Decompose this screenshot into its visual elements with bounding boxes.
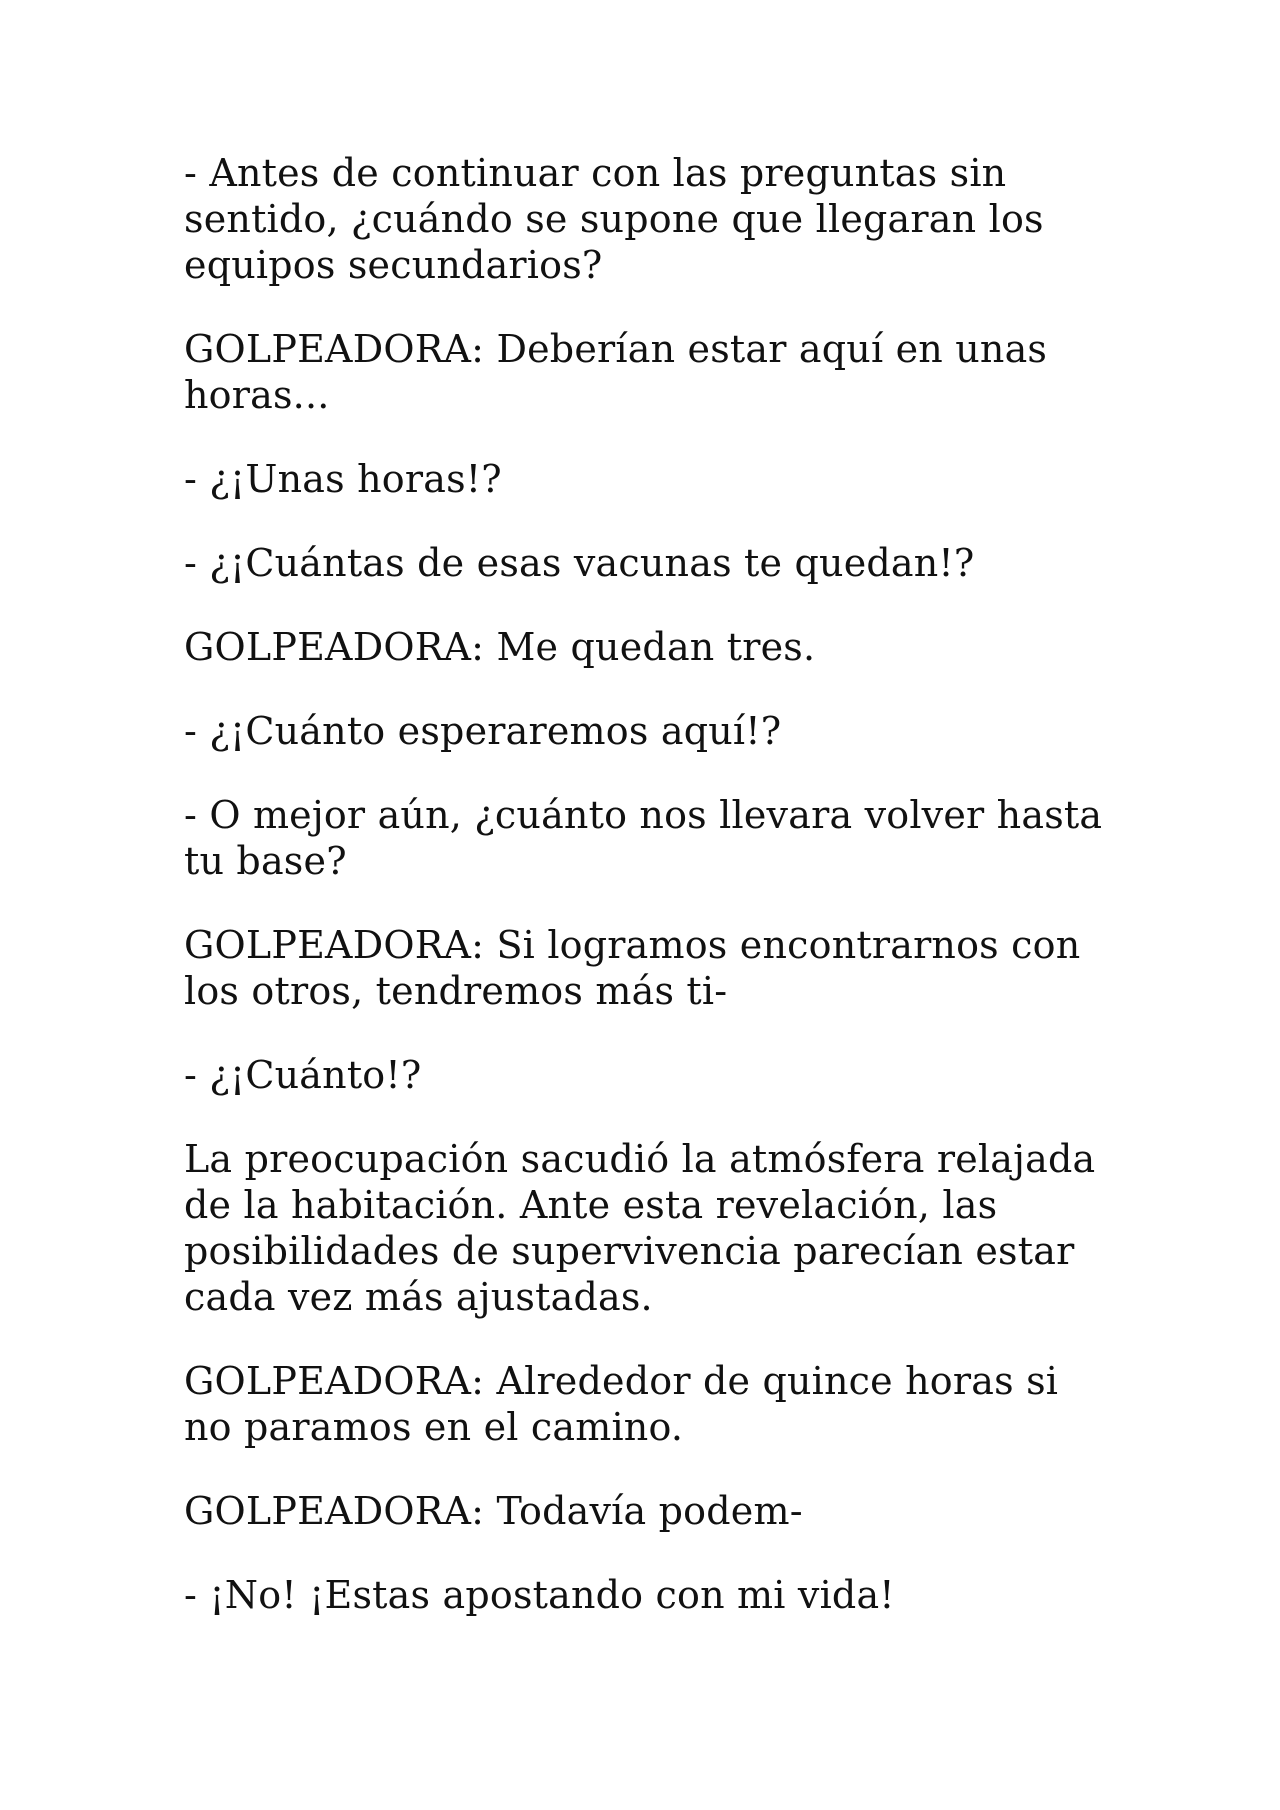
paragraph-dialogue: GOLPEADORA: Me quedan tres. (184, 625, 816, 669)
paragraph-dialogue: - ¿¡Cuánto!? (184, 1053, 422, 1097)
paragraph-narration: La preocupación sacudió la atmósfera relajada de la habitación. Ante esta revelación, las posibilidades de supervivencia parecían estar cada vez más ajustadas. (184, 1137, 1096, 1319)
paragraph-dialogue: - ¿¡Cuánto esperaremos aquí!? (184, 709, 782, 753)
text-column (184, 150, 1114, 1656)
paragraph-dialogue: - Antes de continuar con las preguntas sin sentido, ¿cuándo se supone que llegaran los equipos secundarios? (184, 151, 1044, 287)
paragraph-dialogue: - ¿¡Unas horas!? (184, 457, 502, 501)
paragraph-dialogue: - ¿¡Cuántas de esas vacunas te quedan!? (184, 541, 975, 585)
paragraph-dialogue: - O mejor aún, ¿cuánto nos llevara volver hasta tu base? (184, 793, 1103, 883)
paragraph-dialogue: GOLPEADORA: Alrededor de quince horas si no paramos en el camino. (184, 1359, 1059, 1449)
paragraph-dialogue: - ¡No! ¡Estas apostando con mi vida! (184, 1573, 895, 1617)
paragraph-dialogue: GOLPEADORA: Si logramos encontrarnos con los otros, tendremos más ti- (184, 923, 1081, 1013)
paragraph-dialogue: GOLPEADORA: Deberían estar aquí en unas horas... (184, 327, 1048, 417)
paragraph-dialogue: GOLPEADORA: Todavía podem- (184, 1489, 803, 1533)
